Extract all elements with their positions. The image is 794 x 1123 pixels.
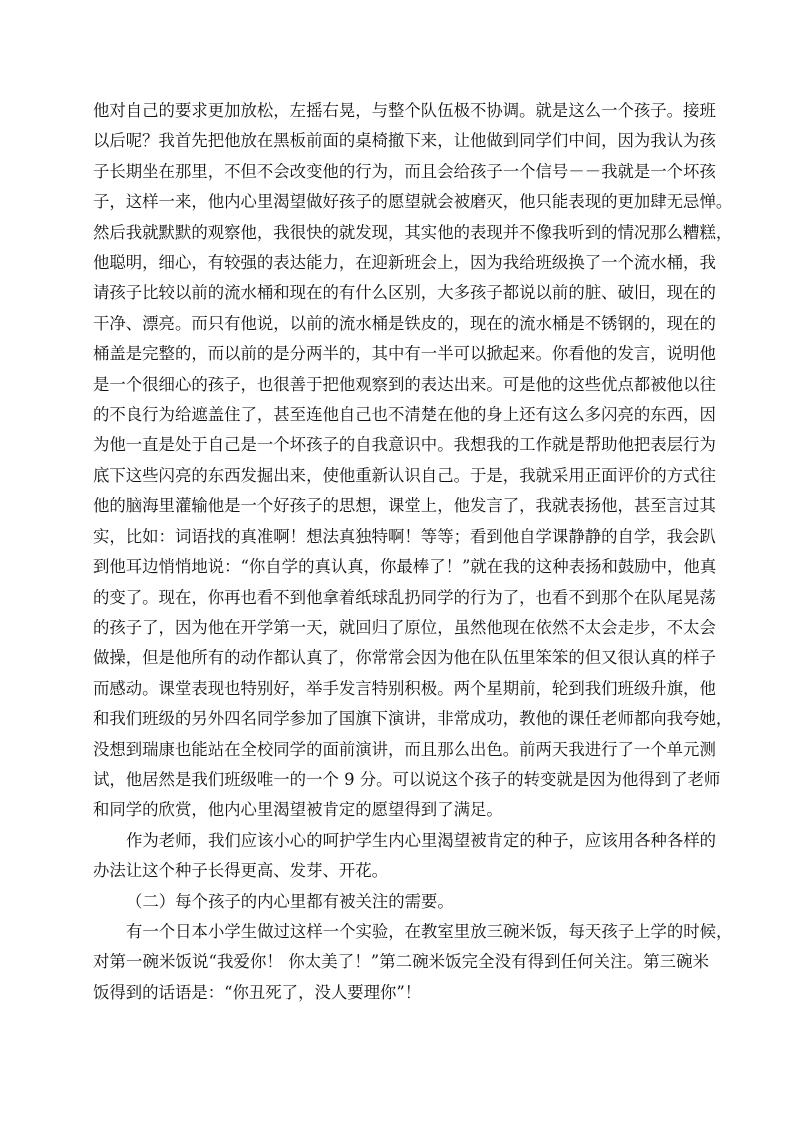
text-line: 子，这样一来，他内心里渴望做好孩子的愿望就会被磨灭，他只能表现的更加肆无忌惮。 xyxy=(93,192,733,212)
text-line: 对第一碗米饭说“我爱你！ 你太美了！”第二碗米饭完全没有得到任何关注。第三碗米 xyxy=(93,952,709,972)
text-line: 然后我就默默的观察他，我很快的就发现，其实他的表现并不像我听到的情况那么糟糕， xyxy=(93,222,733,242)
paragraph-rice-experiment xyxy=(93,917,733,1008)
text-line: 而感动。课堂表现也特别好，举手发言特别积极。两个星期前，轮到我们班级升旗，他 xyxy=(93,678,716,698)
text-line: 作为老师，我们应该小心的呵护学生内心里渴望被肯定的种子，应该用各种各样的 xyxy=(126,830,717,850)
text-line: 子长期坐在那里，不但不会改变他的行为，而且会给孩子一个信号－－我就是一个坏孩 xyxy=(93,161,716,181)
text-line: 底下这些闪亮的东西发掘出来，使他重新认识自己。于是，我就采用正面评价的方式往 xyxy=(93,465,716,485)
text-line: （二）每个孩子的内心里都有被关注的需要。 xyxy=(126,891,454,911)
text-line: 的变了。现在，你再也看不到他拿着纸球乱扔同学的行为了，也看不到那个在队尾晃荡 xyxy=(93,587,716,607)
text-line: 以后呢？我首先把他放在黑板前面的桌椅撤下来，让他做到同学们中间，因为我认为孩 xyxy=(93,131,716,151)
text-line: 的不良行为给遮盖住了，甚至连他自己也不清楚在他的身上还有这么多闪亮的东西，因 xyxy=(93,405,716,425)
text-line: 没想到瑞康也能站在全校同学的面前演讲，而且那么出色。前两天我进行了一个单元测 xyxy=(93,739,716,759)
text-line: 和我们班级的另外四名同学参加了国旗下演讲，非常成功，教他的课任老师都向我夸她， xyxy=(93,709,733,729)
text-line: 他的脑海里灌输他是一个好孩子的思想，课堂上，他发言了，我就表扬他，甚至言过其 xyxy=(93,496,716,516)
text-line: 请孩子比较以前的流水桶和现在的有什么区别，大多孩子都说以前的脏、破旧，现在的 xyxy=(93,283,716,303)
text-line: 做操，但是他所有的动作都认真了，你常常会因为他在队伍里笨笨的但又很认真的样子 xyxy=(93,648,716,668)
document-body xyxy=(93,96,733,1008)
text-line: 实，比如：词语找的真准啊！想法真独特啊！等等；看到他自学课静静的自学，我会趴 xyxy=(93,526,716,546)
text-line: 的孩子了，因为他在开学第一天，就回归了原位，虽然他现在依然不太会走步，不太会 xyxy=(93,617,716,637)
text-line: 他对自己的要求更加放松，左摇右晃，与整个队伍极不协调。就是这么一个孩子。接班 xyxy=(93,101,716,120)
text-line: 试，他居然是我们班级唯一的一个 9 分。可以说这个孩子的转变就是因为他得到了老师 xyxy=(93,769,721,789)
paragraph-teacher-role xyxy=(93,826,717,887)
text-line: 是一个很细心的孩子，也很善于把他观察到的表达出来。可是他的这些优点都被他以往 xyxy=(93,374,716,394)
section-heading-2 xyxy=(93,887,709,917)
paragraph-student-story xyxy=(93,96,733,826)
text-line: 桶盖是完整的，而以前的是分两半的，其中有一半可以掀起来。你看他的发言，说明他 xyxy=(93,344,716,364)
text-line: 到他耳边悄悄地说：“你自学的真认真，你最棒了！”就在我的这种表扬和鼓励中，他真 xyxy=(93,557,717,577)
text-line: 为他一直是处于自己是一个坏孩子的自我意识中。我想我的工作就是帮助他把表层行为 xyxy=(93,435,716,455)
text-line: 干净、漂亮。而只有他说，以前的流水桶是铁皮的，现在的流水桶是不锈钢的，现在的 xyxy=(93,313,716,333)
text-line: 他聪明，细心，有较强的表达能力，在迎新班会上，因为我给班级换了一个流水桶，我 xyxy=(93,253,716,273)
text-line: 饭得到的话语是：“你丑死了，没人要理你”！ xyxy=(93,982,422,1002)
text-line: 办法让这个种子长得更高、发芽、开花。 xyxy=(93,861,389,881)
text-line: 有一个日本小学生做过这样一个实验，在教室里放三碗米饭，每天孩子上学的时候， xyxy=(126,921,733,941)
text-line: 和同学的欣赏，他内心里渴望被肯定的愿望得到了满足。 xyxy=(93,800,503,820)
